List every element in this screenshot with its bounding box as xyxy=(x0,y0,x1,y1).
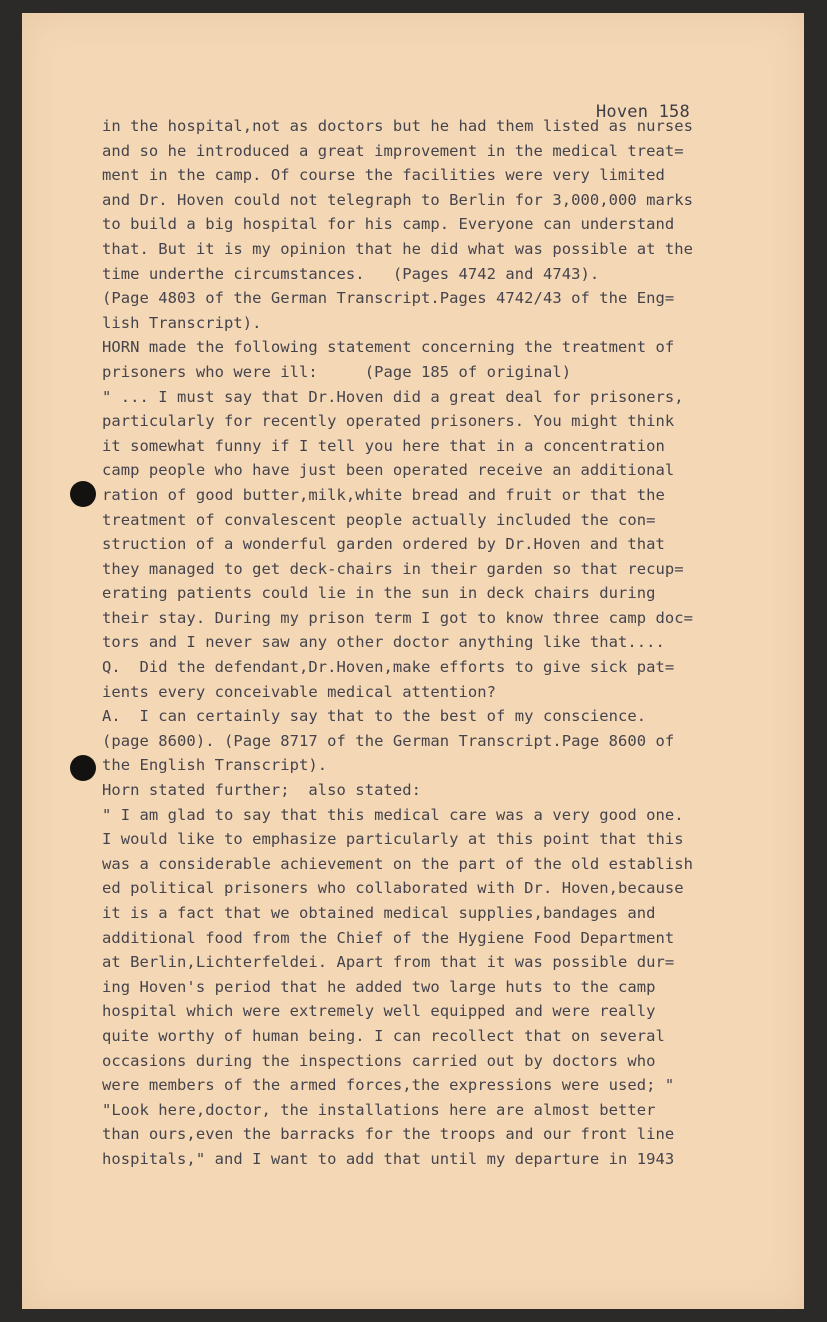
text-line: struction of a wonderful garden ordered by Dr.Hoven and that xyxy=(102,535,665,554)
text-line: that. But it is my opinion that he did what was possible at the xyxy=(102,239,694,258)
text-line: time underthe circumstances. (Pages 4742 and 4743). xyxy=(102,264,600,283)
text-line: ing Hoven's period that he added two large huts to the camp xyxy=(102,977,656,996)
text-line: the English Transcript). xyxy=(102,756,328,775)
text-line: (page 8600). (Page 8717 of the German Transcript.Page 8600 of xyxy=(102,731,675,750)
text-line: ration of good butter,milk,white bread and fruit or that the xyxy=(102,485,665,504)
text-line: HORN made the following statement concerning the treatment of xyxy=(102,338,675,357)
text-line: quite worthy of human being. I can recollect that on several xyxy=(102,1026,665,1045)
punch-hole xyxy=(70,755,96,781)
text-line: " ... I must say that Dr.Hoven did a great deal for prisoners, xyxy=(102,387,684,406)
text-line: (Page 4803 of the German Transcript.Pages 4742/43 of the Eng= xyxy=(102,289,675,308)
text-line: than ours,even the barracks for the troops and our front line xyxy=(102,1125,675,1144)
text-line: in the hospital,not as doctors but he had them listed as nurses xyxy=(102,117,694,135)
text-line: particularly for recently operated prisoners. You might think xyxy=(102,412,675,431)
text-line: and Dr. Hoven could not telegraph to Berlin for 3,000,000 marks xyxy=(102,190,694,209)
text-line: ients every conceivable medical attention? xyxy=(102,682,497,701)
text-line: ment in the camp. Of course the facilities were very limited xyxy=(102,166,665,185)
text-line: hospitals," and I want to add that until my departure in 1943 xyxy=(102,1149,675,1168)
text-line: to build a big hospital for his camp. Everyone can understand xyxy=(102,215,675,234)
text-line: it is a fact that we obtained medical supplies,bandages and xyxy=(102,904,656,922)
text-line: treatment of convalescent people actually included the con= xyxy=(102,510,656,529)
text-line: ed political prisoners who collaborated with Dr. Hoven,because xyxy=(102,879,684,898)
text-line: at Berlin,Lichterfeldei. Apart from that it was possible dur= xyxy=(102,953,675,972)
text-line: it somewhat funny if I tell you here that in a concentration xyxy=(102,436,665,455)
text-line: they managed to get deck-chairs in their garden so that recup= xyxy=(102,559,684,578)
text-line: " I am glad to say that this medical care was a very good one. xyxy=(102,805,684,824)
page-header: Hoven 158 xyxy=(596,102,690,122)
text-line: was a considerable achievement on the part of the old establish xyxy=(102,854,694,873)
text-line: camp people who have just been operated receive an additional xyxy=(102,461,675,480)
text-line: lish Transcript). xyxy=(102,313,262,332)
text-line: additional food from the Chief of the Hygiene Food Department xyxy=(102,928,675,947)
punch-hole xyxy=(70,481,96,507)
text-line: Horn stated further; also stated: xyxy=(102,781,421,800)
text-line: "Look here,doctor, the installations here are almost better xyxy=(102,1100,656,1119)
text-line: hospital which were extremely well equipped and were really xyxy=(102,1002,656,1021)
text-line: occasions during the inspections carried out by doctors who xyxy=(102,1051,656,1070)
text-line: A. I can certainly say that to the best of my conscience. xyxy=(102,707,647,726)
typed-body-text xyxy=(102,114,752,1172)
text-line: and so he introduced a great improvement in the medical treat= xyxy=(102,141,684,160)
text-line: I would like to emphasize particularly at this point that this xyxy=(102,830,684,849)
text-line: erating patients could lie in the sun in deck chairs during xyxy=(102,584,656,603)
text-line: Q. Did the defendant,Dr.Hoven,make efforts to give sick pat= xyxy=(102,658,675,677)
text-line: their stay. During my prison term I got to know three camp doc= xyxy=(102,608,694,627)
text-line: tors and I never saw any other doctor anything like that.... xyxy=(102,633,665,652)
text-line: were members of the armed forces,the expressions were used; " xyxy=(102,1076,675,1095)
text-line: prisoners who were ill: (Page 185 of original) xyxy=(102,362,572,381)
